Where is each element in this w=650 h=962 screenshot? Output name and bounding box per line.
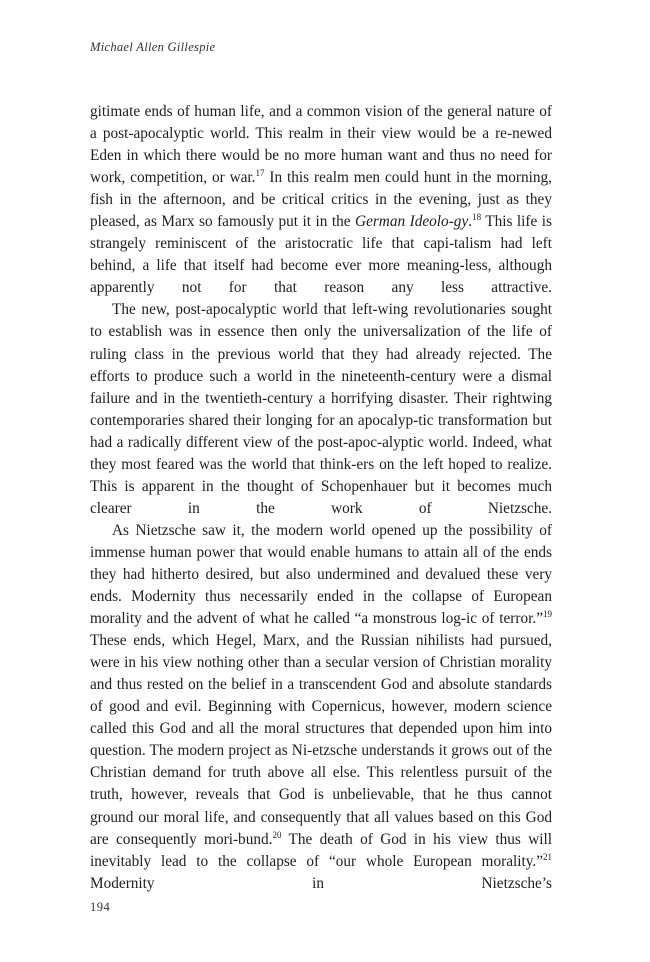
text-run: The new, post-apocalyptic world that left-wing revolutionaries sought to establish was in essence then only the universalization of the life of ruling class in the previous world that they had already rejected. The efforts to produce such a world in the nineteenth-century were a dismal failure and in the twentieth-century a horrifying disaster. Their rightwing contemporaries shared their longing for an apocalyp-tic transformation but had a radically different view of the post-apoc-alyptic world. Indeed, what they most feared was the world that think-ers on the left hoped to realize. This is apparent in the thought of Schopenhauer but it becomes much clearer in the work of Nietzsche. [90,301,552,517]
text-run: gitimate ends of human life, and a common vision of the general nature of a post-apocalyptic world. This realm in their view would be a re-newed Eden in which there would be no more human want and thus no need for work, competition, or war. [90,103,552,187]
text-run: The death of God in his view thus will inevitably lead to the collapse of “our whole European morality.” [90,830,553,870]
footnote-marker: 17 [255,168,265,179]
text-run: In this realm men could hunt in the morning, fish in the afternoon, and be critical critics in the evening, just as they pleased, as Marx so famously put it in the [90,169,552,231]
text-run: Modernity in Nietzsche’s [90,874,552,892]
paragraph [90,299,552,519]
text-run: . [468,213,473,231]
footnote-marker: 21 [543,851,552,862]
running-head: Michael Allen Gillespie [90,40,216,54]
paragraph [90,101,552,299]
footnote-marker: 19 [543,608,552,619]
text-run: As Nietzsche saw it, the modern world opened up the possibility of immense human power that would enable humans to attain all of the ends they had hitherto desired, but also undermined and devalued these very ends. Modernity thus necessarily ended in the collapse of European morality and the advent of what he called “a monstrous log-ic of terror.” [90,521,552,628]
text-run: This life is strangely reminiscent of the aristocratic life that capi-talism had left behind, a life that itself had become ever more meaning-less, although apparently not for that reason any less attractive. [90,213,552,297]
body-text [90,101,552,895]
footnote-marker: 20 [272,829,282,840]
footnote-marker: 18 [472,212,482,223]
text-run: These ends, which Hegel, Marx, and the Russian nihilists had pursued, were in his view nothing other than a secular version of Christian morality and thus rested on the belief in a transcendent God and absolute standards of good and evil. Beginning with Copernicus, however, modern science called this God and all the moral structures that depended upon him into question. The modern project as Ni-etzsche understands it grows out of the Christian demand for truth above all else. This relentless pursuit of the truth, however, reveals that God is unbelievable, that he thus cannot ground our moral life, and consequently that all values based on this God are consequently mori-bund. [90,632,552,848]
page-number: 194 [90,900,111,914]
paragraph [90,520,552,895]
italic-title: German Ideolo-gy [355,213,469,231]
